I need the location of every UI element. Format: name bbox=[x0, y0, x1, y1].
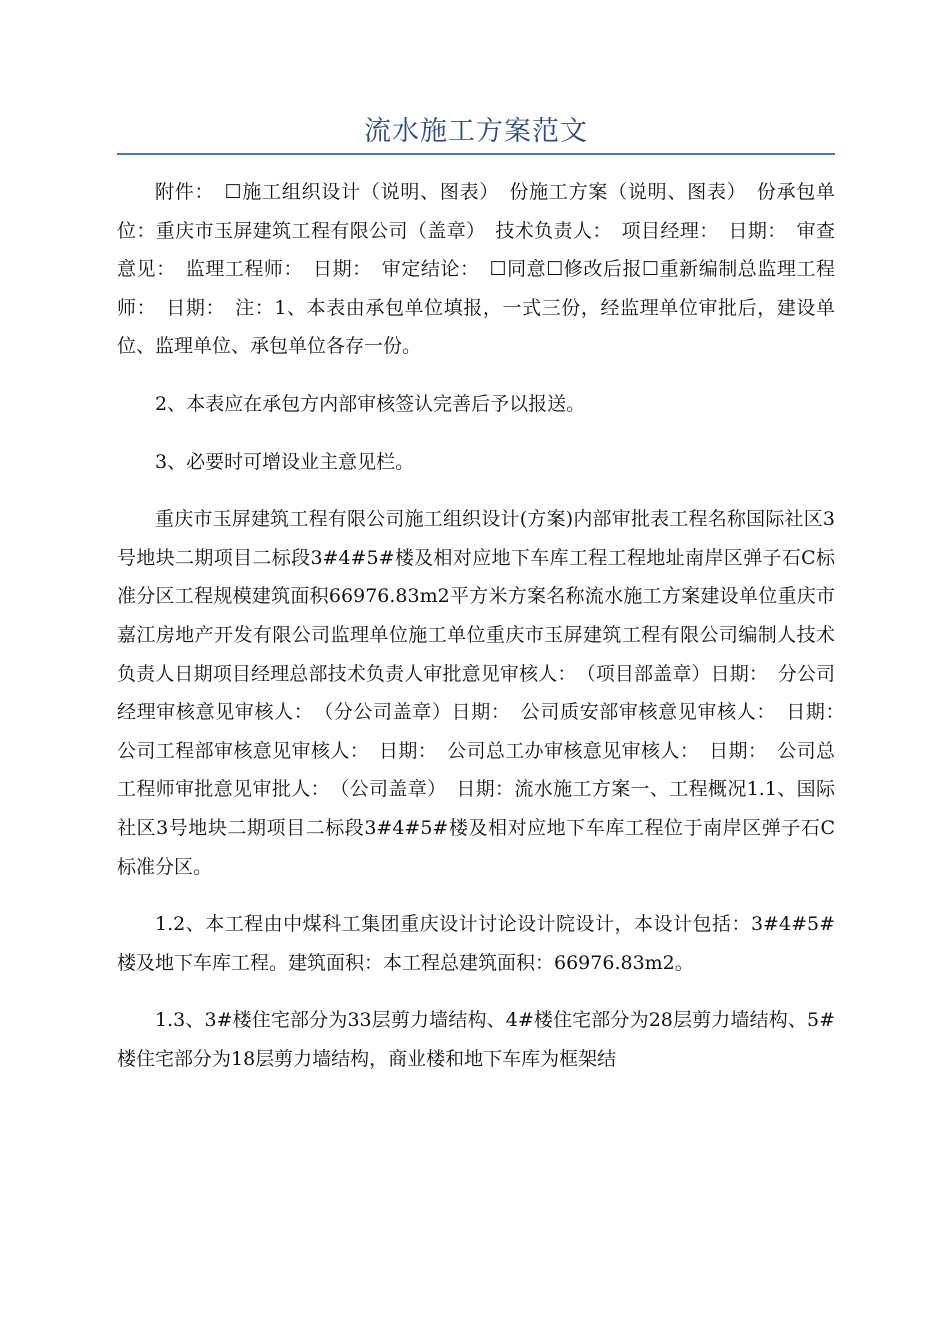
paragraph-attachment-form: 附件： ☐施工组织设计（说明、图表） 份施工方案（说明、图表） 份承包单位：重庆市玉屏建筑工程有限公司（盖章） 技术负责人： 项目经理： 日期： 审查意见： 监理工程师： 日期： 审定结论： ☐同意☐修改后报☐重新编制总监理工程师： 日期： 注：1、本表由承包单位填报，一式三份，经监理单位审批后，建设单位、监理单位、承包单位各存一份。 bbox=[117, 181, 835, 358]
document-title: 流水施工方案范文 bbox=[364, 116, 588, 147]
paragraph-approval-table: 重庆市玉屏建筑工程有限公司施工组织设计(方案)内部审批表工程名称国际社区3号地块二期项目二标段3#4#5#楼及相对应地下车库工程工程地址南岸区弹子石C标准分区工程规模建筑面积66976.83m2平方米方案名称流水施工方案建设单位重庆市嘉江房地产开发有限公司监理单位施工单位重庆市玉屏建筑工程有限公司编制人技术负责人日期项目经理总部技术负责人审批意见审核人： （项目部盖章）日期： 分公司经理审核意见审核人： （分公司盖章）日期： 公司质安部审核意见审核人： 日期： 公司工程部审核意见审核人： 日期： 公司总工办审核意见审核人： 日期： 公司总工程师审批意见审批人： （公司盖章） 日期：流水施工方案一、工程概况1.1、国际社区3号地块二期项目二标段3#4#5#楼及相对应地下车库工程位于南岸区弹子石C标准分区。 bbox=[117, 508, 855, 878]
title-underline bbox=[117, 153, 835, 155]
document-body bbox=[117, 173, 855, 1078]
paragraph-section-1-3: 1.3、3#楼住宅部分为33层剪力墙结构、4#楼住宅部分为28层剪力墙结构、5#楼住宅部分为18层剪力墙结构，商业楼和地下车库为框架结 bbox=[117, 1009, 835, 1070]
paragraph-note-3: 3、必要时可增设业主意见栏。 bbox=[155, 450, 415, 473]
paragraph-section-1-2: 1.2、本工程由中煤科工集团重庆设计讨论设计院设计，本设计包括：3#4#5#楼及地下车库工程。建筑面积：本工程总建筑面积：66976.83m2。 bbox=[117, 913, 835, 974]
paragraph-note-2: 2、本表应在承包方内部审核签认完善后予以报送。 bbox=[155, 392, 586, 415]
